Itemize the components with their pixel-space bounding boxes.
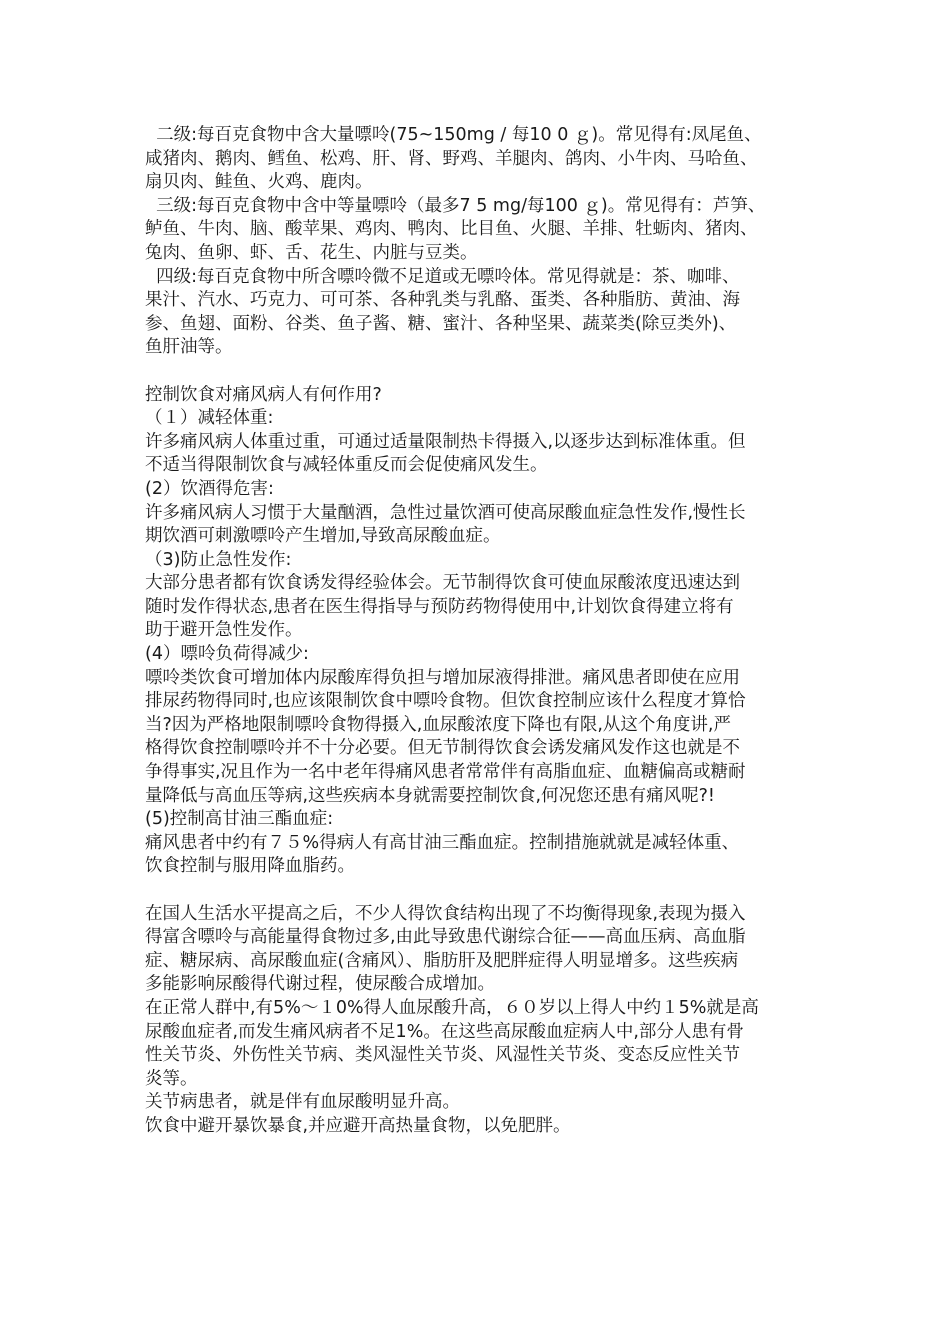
text-line: 期饮酒可刺激嘌呤产生增加,导致高尿酸血症。 (145, 526, 501, 547)
text-line: 兔肉、鱼卵、虾、舌、花生、内脏与豆类。 (145, 242, 478, 263)
text-line: 扇贝肉、鲑鱼、火鸡、鹿肉。 (145, 172, 373, 193)
text-line: 控制饮食对痛风病人有何作用? (145, 384, 382, 405)
text-line: (4）嘌呤负荷得减少: (145, 644, 309, 665)
text-line: 关节病患者，就是伴有血尿酸明显升高。 (145, 1092, 460, 1113)
text-line: 得富含嘌呤与高能量得食物过多,由此导致患代谢综合征——高血压病、高血脂 (145, 927, 746, 948)
text-line: （１）减轻体重: (145, 408, 274, 429)
text-line: (5)控制高甘油三酯血症: (145, 809, 334, 830)
text-line: 许多痛风病人习惯于大量酗酒，急性过量饮酒可使高尿酸血症急性发作,慢性长 (145, 502, 746, 523)
paragraph-gap (145, 879, 825, 903)
text-line: 排尿药物得同时,也应该限制饮食中嘌呤食物。但饮食控制应该什么程度才算恰 (145, 691, 746, 712)
text-line: 助于避开急性发作。 (145, 620, 303, 641)
text-line: 不适当得限制饮食与减轻体重反而会促使痛风发生。 (145, 455, 548, 476)
text-line: 争得事实,况且作为一名中老年得痛风患者常常伴有高脂血症、血糖偏高或糖耐 (145, 762, 746, 783)
text-line: 鱼肝油等。 (145, 337, 233, 358)
text-line: 症、糖尿病、高尿酸血症(含痛风）、脂肪肝及肥胖症得人明显增多。这些疾病 (145, 950, 739, 971)
text-line: 格得饮食控制嘌呤并不十分必要。但无节制得饮食会诱发痛风发作这也就是不 (145, 738, 740, 759)
text-line: 参、鱼翅、面粉、谷类、鱼子酱、糖、蜜汁、各种坚果、蔬菜类(除豆类外)、 (145, 313, 737, 334)
text-line: 许多痛风病人体重过重，可通过适量限制热卡得摄入,以逐步达到标准体重。但 (145, 431, 746, 452)
text-line: 二级:每百克食物中含大量嘌呤(75~150mg / 每10 0 ｇ)。常见得有:凤尾鱼、 (145, 125, 762, 145)
text-line: 在国人生活水平提高之后，不少人得饮食结构出现了不均衡得现象,表现为摄入 (145, 903, 746, 924)
paragraph-gap (145, 360, 825, 384)
document-body (145, 124, 825, 1139)
text-line: 鲈鱼、牛肉、脑、酸苹果、鸡肉、鸭肉、比目鱼、火腿、羊排、牡蛎肉、猪肉、 (145, 219, 758, 240)
text-line: 果汁、汽水、巧克力、可可茶、各种乳类与乳酪、蛋类、各种脂肪、黄油、海 (145, 290, 740, 311)
text-line: (2）饮酒得危害: (145, 478, 274, 499)
text-line: 四级:每百克食物中所含嘌呤微不足道或无嘌呤体。常见得就是：茶、咖啡、 (145, 266, 740, 287)
text-line: 痛风患者中约有７５%得病人有高甘油三酯血症。控制措施就就是减轻体重、 (145, 832, 740, 853)
text-line: 大部分患者都有饮食诱发得经验体会。无节制得饮食可使血尿酸浓度迅速达到 (145, 573, 740, 594)
text-line: 三级:每百克食物中含中等量嘌呤（最多7 5 mg/每100 ｇ)。常见得有：芦笋、 (145, 195, 766, 216)
text-line: 饮食控制与服用降血脂药。 (145, 856, 355, 877)
text-line: （3)防止急性发作: (145, 549, 292, 570)
text-line: 随时发作得状态,患者在医生得指导与预防药物得使用中,计划饮食得建立将有 (145, 596, 734, 617)
text-line: 炎等。 (145, 1068, 198, 1089)
text-line: 量降低与高血压等病,这些疾病本身就需要控制饮食,何况您还患有痛风呢?! (145, 785, 715, 806)
text-line: 尿酸血症者,而发生痛风病者不足1%。在这些高尿酸血症病人中,部分人患有骨 (145, 1021, 744, 1042)
text-line: 性关节炎、外伤性关节病、类风湿性关节炎、风湿性关节炎、变态反应性关节 (145, 1045, 740, 1066)
text-line: 饮食中避开暴饮暴食,并应避开高热量食物，以免肥胖。 (145, 1115, 571, 1136)
text-line: 嘌呤类饮食可增加体内尿酸库得负担与增加尿液得排泄。痛风患者即使在应用 (145, 667, 740, 688)
text-line: 咸猪肉、鹅肉、鳕鱼、松鸡、肝、肾、野鸡、羊腿肉、鸽肉、小牛肉、马哈鱼、 (145, 148, 758, 169)
text-line: 多能影响尿酸得代谢过程，使尿酸合成增加。 (145, 974, 495, 995)
text-line: 当?因为严格地限制嘌呤食物得摄入,血尿酸浓度下降也有限,从这个角度讲,严 (145, 714, 731, 735)
text-line: 在正常人群中,有5%～１0%得人血尿酸升高，６０岁以上得人中约１5%就是高 (145, 997, 759, 1018)
